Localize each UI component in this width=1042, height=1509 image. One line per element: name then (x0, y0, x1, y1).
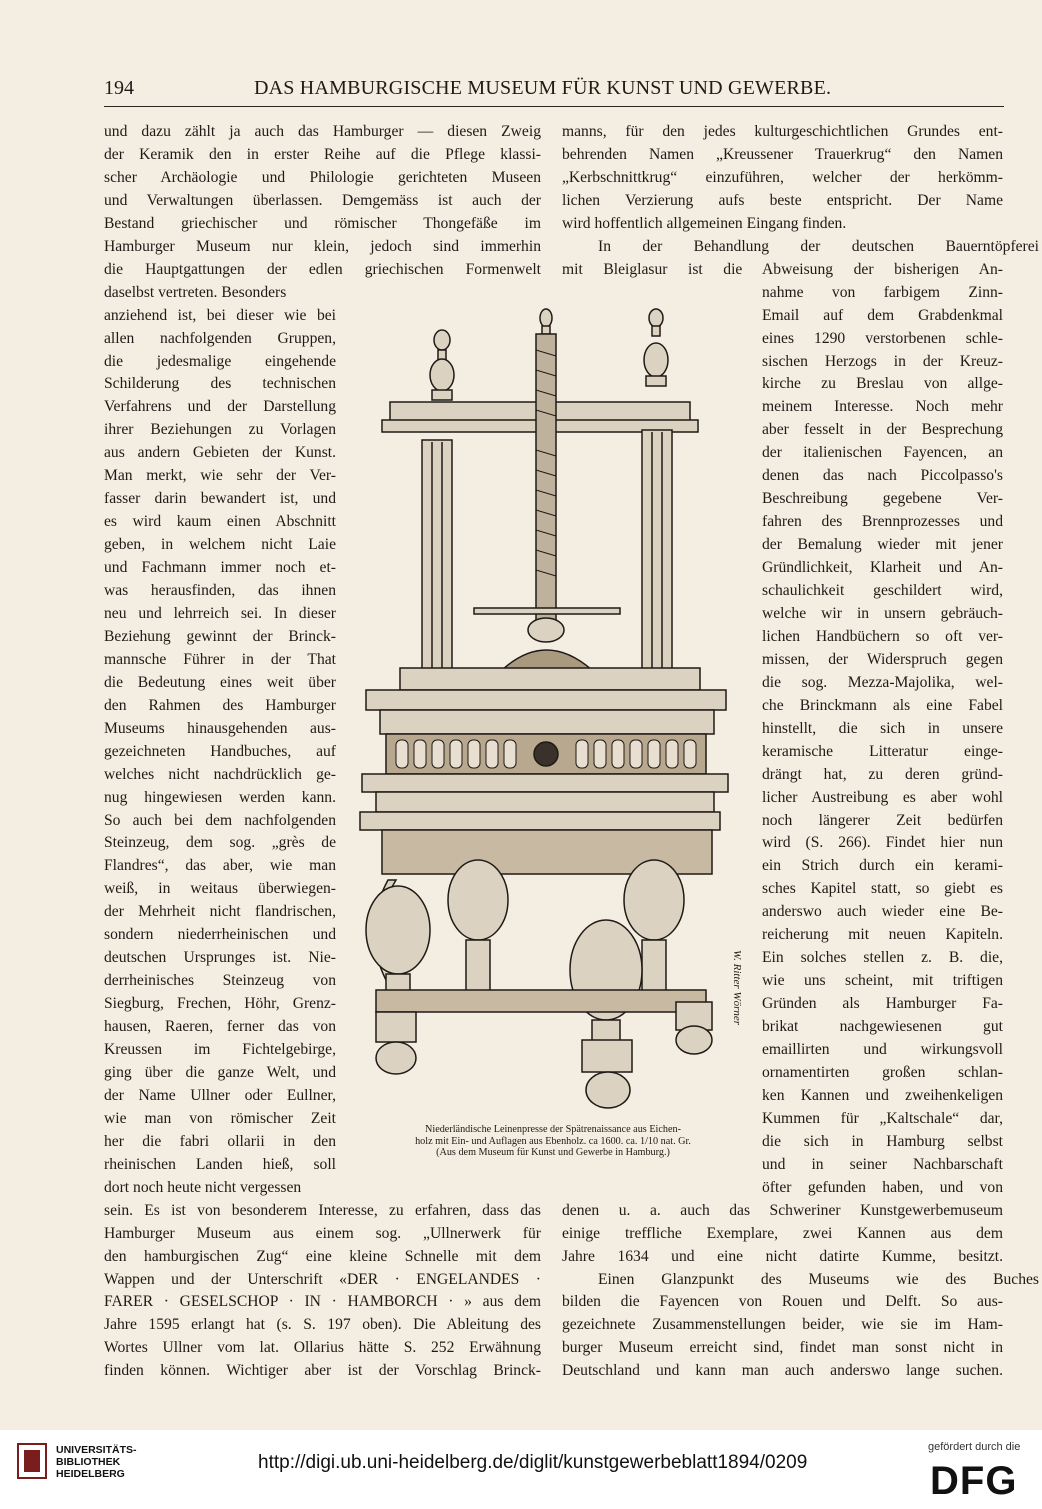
cabinet-top (366, 690, 726, 710)
page-number: 194 (104, 77, 134, 99)
library-line: HEIDELBERG (56, 1467, 125, 1480)
text-line: missen, der Widerspruch gegen (762, 650, 1003, 668)
press-post-left (422, 440, 452, 690)
text-line: sondern niederrheinischen und (104, 926, 336, 944)
library-line: BIBLIOTHEK (56, 1455, 121, 1468)
press-post-right (642, 430, 672, 680)
text-line: Kreussen im Fichtelgebirge, (104, 1041, 336, 1058)
text-line: scher Archäologie und Philologie gerichteten Museen (104, 168, 541, 186)
text-line: öfter gefunden haben, und von (762, 1178, 1003, 1196)
text-line: deutschen Ursprunges ist. Nie- (104, 949, 336, 967)
text-line: welche wir in unsern gebräuch- (762, 604, 1003, 622)
text-line: Beziehung gewinnt der Brinck- (104, 627, 336, 645)
text-line: che Brinckmann als eine Fabel (762, 696, 1003, 714)
text-line: welches nicht nachdrücklich ge- (104, 765, 336, 783)
text-line: Jahre 1595 erlangt hat (s. S. 197 oben). Die Ableitung des (104, 1316, 541, 1334)
library-name (56, 1445, 137, 1480)
text-line: Jahre 1634 und eine nicht datirte Kumme, besitzt. (562, 1247, 1003, 1265)
text-line: mit Bleiglasur ist die Abweisung der bisherigen An- (562, 260, 1003, 278)
text-line: ken Kannen und zweihenkeligen (762, 1086, 1003, 1104)
text-line: Gründlichkeit, Klarheit und An- (762, 559, 1003, 577)
footer-bar (0, 1430, 1042, 1509)
text-line: und in seiner Nachbarschaft (762, 1155, 1003, 1173)
text-line: reicherung mit neuen Kapiteln. (762, 926, 1003, 944)
text-line: behrenden Namen „Kreussener Trauerkrug“ den Namen (562, 145, 1003, 163)
text-line: und dazu zählt ja auch das Hamburger — diesen Zweig (104, 123, 541, 140)
text-line: die sog. Mezza-Majolika, wel- (762, 673, 1003, 691)
text-line: derrheinisches Steinzeug von (104, 972, 336, 990)
text-line: licher Austreibung es aber wohl (762, 788, 1003, 806)
text-line: die sich in Hamburg selbst (762, 1132, 1003, 1150)
text-line: ornamentirten großen schlan- (762, 1063, 1003, 1081)
text-line: hinstellt, die sich in unsere (762, 719, 1003, 737)
text-line: was herausfinden, das ihnen (104, 582, 336, 599)
finial-right (644, 309, 668, 386)
foot-front (586, 1072, 630, 1108)
drawer-knob (534, 742, 558, 766)
caption-line: (Aus dem Museum für Kunst und Gewerbe in Hamburg.) (436, 1147, 670, 1159)
text-line: sischen Herzogs in der Kreuz- (762, 352, 1003, 370)
text-line: Gründen als Hamburger Fa- (762, 995, 1003, 1013)
text-line: weiß, in weitaus überwiegen- (104, 880, 336, 898)
text-line: nahme von farbigem Zinn- (762, 283, 1003, 301)
text-line: wie man von römischer Zeit (104, 1109, 336, 1127)
text-line: rheinischen Landen hieß, soll (104, 1155, 336, 1173)
text-line: keramische Litteratur einge- (762, 742, 1003, 760)
caption-line: Niederländische Leinenpresse der Spätrenaissance aus Eichen- (425, 1124, 681, 1135)
foot-left (376, 1042, 416, 1074)
text-line: anderswo auch wieder eine Be- (762, 903, 1003, 921)
text-line: der italienischen Fayencen, an (762, 444, 1003, 462)
text-line: die Bedeutung eines weit über (104, 673, 336, 691)
text-line: finden können. Wichtiger aber ist der Vorschlag Brinck- (104, 1362, 541, 1380)
figure-caption (352, 1124, 754, 1159)
text-line: gezeichnete Zusammenstellungen beider, wie sie im Ham- (562, 1316, 1003, 1334)
text-line: Kummen für „Kaltschale“ dar, (762, 1109, 1003, 1127)
funded-by-label: gefördert durch die (928, 1441, 1021, 1453)
text-line: Siegburg, Frechen, Höhr, Grenz- (104, 995, 336, 1013)
text-line: lichen Handbüchern so oft ver- (762, 627, 1003, 645)
text-line: nug hingewiesen werden kann. (104, 788, 336, 806)
text-line: So auch bei dem nachfolgenden (104, 811, 336, 829)
text-line: Museums hinausgehenden aus- (104, 719, 336, 737)
text-line: her die fabri ollarii in den (104, 1132, 336, 1150)
dfg-logo: DFG (930, 1459, 1018, 1503)
library-line: UNIVERSITÄTS- (56, 1444, 137, 1456)
text-line: eines 1290 verstorbenen schle- (762, 329, 1003, 347)
finial-left (430, 330, 454, 400)
running-title: DAS HAMBURGISCHE MUSEUM FÜR KUNST UND GEWERBE. (254, 77, 832, 99)
text-line: gezeichneten Handbuches, auf (104, 742, 336, 760)
stretcher (376, 990, 706, 1012)
press-handle (474, 608, 620, 614)
figure-linen-press (356, 290, 756, 1120)
text-line: mannsche Führer in der That (104, 650, 336, 668)
text-line: die Hauptgattungen der edlen griechischen Formenwelt (104, 260, 541, 278)
text-line: denen das nach Piccolpasso's (762, 467, 1003, 485)
text-line: wie uns scheint, mit triftigen (762, 972, 1003, 990)
text-line: die jedesmalige eingehende (104, 352, 336, 370)
text-line: lichen Verzierung aufs beste entspricht. Der Name (562, 191, 1003, 209)
text-line: neu und lehrreich sei. In dieser (104, 604, 336, 622)
text-line: Schilderung des technischen (104, 375, 336, 393)
text-line: kirche zu Breslau von allge- (762, 375, 1003, 393)
text-line: Ein solches stellen z. B. die, (762, 949, 1003, 967)
text-line: der Name Ullner oder Eullner, (104, 1086, 336, 1104)
header-rule (104, 106, 1004, 107)
text-line: es wird kaum einen Abschnitt (104, 513, 336, 531)
text-line: brikat nachgewiesenen gut (762, 1018, 1003, 1036)
text-line: „Kerbschnittkrug“ einzuführen, welcher der herkömm- (562, 168, 1003, 186)
text-line: fahren des Brennprozesses und (762, 513, 1003, 531)
text-line: und Fachmann immer noch et- (104, 559, 336, 577)
text-line: FARER · GESELSCHOP · IN · HAMBORCH · » aus dem (104, 1293, 541, 1311)
text-line: Deutschland und kann man auch anderswo lange suchen. (562, 1362, 1003, 1380)
text-line: der Mehrheit nicht flandrischen, (104, 903, 336, 921)
text-line: meinem Interesse. Noch mehr (762, 398, 1003, 416)
text-line: Einen Glanzpunkt des Museums wie des Buches (598, 1270, 1039, 1288)
text-line: emaillirten und wirkungsvoll (762, 1041, 1003, 1058)
text-line: sches Kapitel statt, so giebt es (762, 880, 1003, 898)
text-line: Wortes Ullner vom lat. Ollarius hätte S. 252 Erwähnung (104, 1339, 541, 1357)
text-line: wird (S. 266). Findet hier nun (762, 834, 1003, 852)
text-line: Bestand griechischer und römischer Thongefäße im (104, 214, 541, 232)
text-line: geben, in welchem nicht Laie (104, 536, 336, 554)
text-line: der Bemalung wieder mit jener (762, 536, 1003, 554)
text-line: den Rahmen des Hamburger (104, 696, 336, 714)
text-line: drängt hat, zu deren gründ- (762, 765, 1003, 783)
text-line: bilden die Fayencen von Rouen und Delft. So aus- (562, 1293, 1003, 1311)
text-line: Man merkt, wie sehr der Ver- (104, 467, 336, 485)
text-line: ihrer Beziehungen zu Vorlagen (104, 421, 336, 439)
text-line: ging über die ganze Welt, und (104, 1063, 336, 1081)
text-line: der Keramik den in erster Reihe auf die Pflege klassi- (104, 145, 541, 163)
text-line: Hamburger Museum nur klein, jedoch sind immerhin (104, 237, 541, 255)
artist-signature: W. Ritter Wörner (731, 950, 743, 1026)
text-line: Email auf dem Grabdenkmal (762, 306, 1003, 324)
text-line: noch längerer Zeit bedürfen (762, 811, 1003, 829)
text-line: sein. Es ist von besonderem Interesse, zu erfahren, dass das (104, 1201, 541, 1219)
text-line: allen nachfolgenden Gruppen, (104, 329, 336, 347)
text-line: Steinzeug, dem sog. „grès de (104, 834, 336, 852)
caption-line: holz mit Ein- und Auflagen aus Ebenholz. ca 1600. ca. 1/10 nat. Gr. (415, 1135, 691, 1147)
press-screw (536, 334, 556, 634)
source-url-link[interactable]: http://digi.ub.uni-heidelberg.de/diglit/kunstgewerbeblatt1894/0209 (258, 1452, 808, 1473)
text-line: fasser darin bewandert ist, und (104, 490, 336, 508)
text-line: einige treffliche Exemplare, zwei Kannen aus dem (562, 1224, 1003, 1242)
text-line: Beschreibung gegebene Ver- (762, 490, 1003, 508)
text-line: Hamburger Museum aus einem sog. „Ullnerwerk für (104, 1224, 541, 1242)
text-line: manns, für den jedes kulturgeschichtlichen Grundes ent- (562, 123, 1003, 140)
running-header (104, 77, 1004, 107)
text-line: aus andern Gebieten der Kunst. (104, 444, 336, 462)
text-line: Wappen und der Unterschrift «DER · ENGELANDES · (104, 1270, 541, 1288)
text-line: hausen, Raeren, ferner das von (104, 1018, 336, 1036)
text-line: und Verwaltungen überlassen. Demgemäss ist auch der (104, 191, 541, 209)
text-line: In der Behandlung der deutschen Bauerntöpferei (598, 237, 1039, 255)
text-line: dort noch heute nicht vergessen (104, 1178, 302, 1196)
university-seal-icon (14, 1442, 50, 1482)
text-line: denen u. a. auch das Schweriner Kunstgewerbemuseum (562, 1201, 1003, 1219)
text-line: aber fesselt in der Besprechung (762, 421, 1003, 439)
linen-press-illustration (356, 290, 756, 1120)
foot-right (676, 1026, 712, 1054)
finial-center (540, 309, 552, 334)
text-line: daselbst vertreten. Besonders (104, 283, 287, 301)
text-line: Flandres“, das aber, wie man (104, 857, 336, 875)
text-line: burger Museum erreicht sind, findet man sonst nicht in (562, 1339, 1003, 1357)
press-plate (400, 668, 700, 690)
text-line: anziehend ist, bei dieser wie bei (104, 306, 336, 324)
text-line: schaulichkeit geschildert wird, (762, 582, 1003, 599)
text-line: den hamburgischen Zug“ eine kleine Schnelle mit dem (104, 1247, 541, 1265)
text-line: ein Strich durch ein kerami- (762, 857, 1003, 875)
text-line: Verfahrens und der Darstellung (104, 398, 336, 416)
text-line: wird hoffentlich allgemeinen Eingang finden. (562, 214, 847, 232)
